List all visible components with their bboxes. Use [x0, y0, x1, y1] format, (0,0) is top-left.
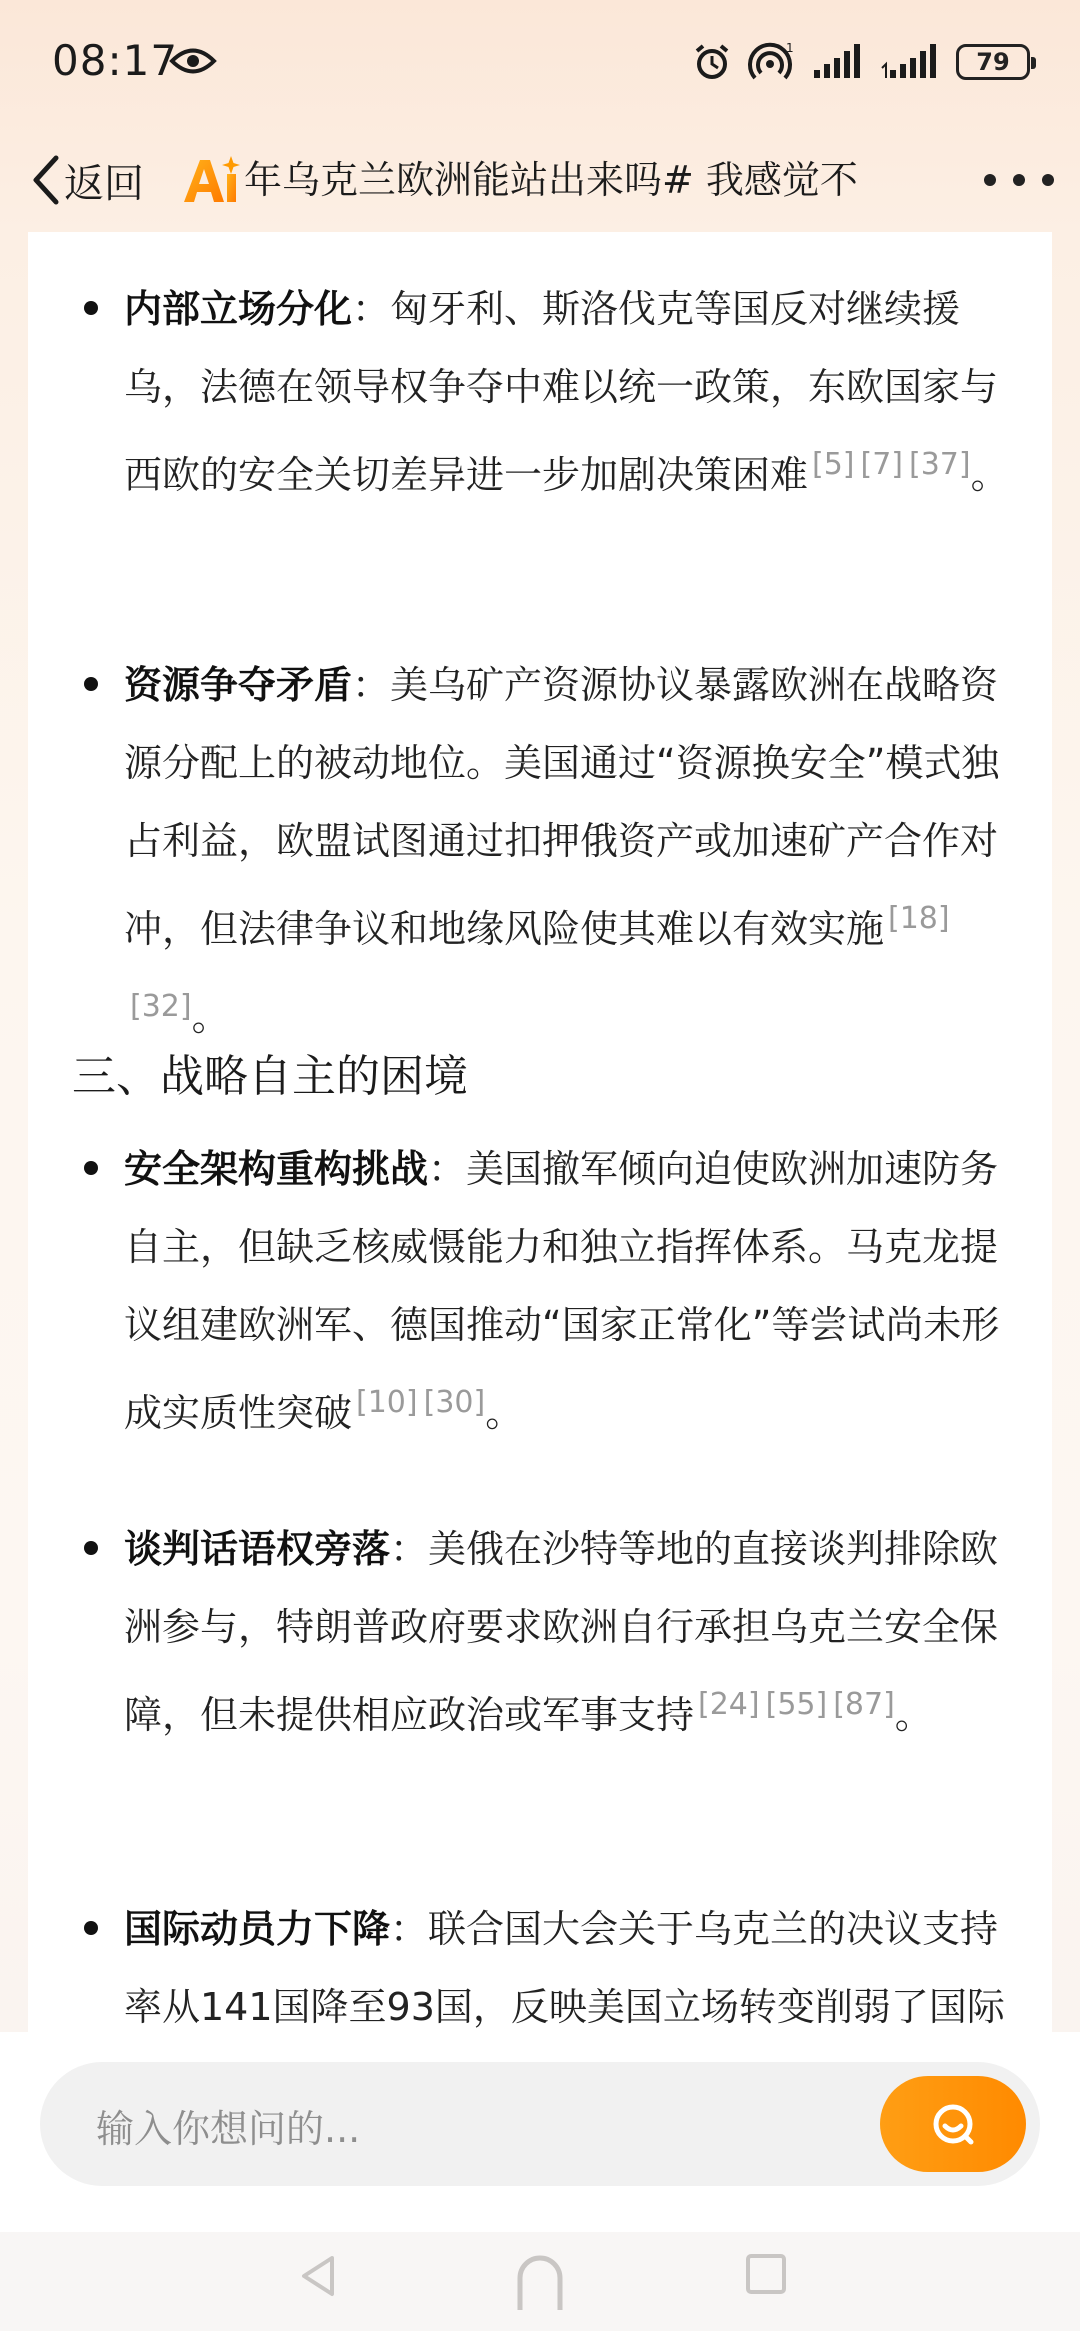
back-button[interactable] [30, 148, 144, 212]
chevron-left-icon [30, 154, 60, 206]
item-body: 美乌矿产资源协议暴露欧洲在战略资源分配上的被动地位。美国通过“资源换安全”模式独占利益，欧盟试图通过扣押俄资产或加速矿产合作对冲，但法律争议和地缘风险使其难以有效实施 [124, 663, 1000, 951]
ask-input-placeholder: 输入你想问的... [96, 2107, 361, 2151]
ai-logo-icon [180, 152, 240, 208]
item-title: 安全架构重构挑战 [124, 1147, 429, 1191]
citation-link[interactable]: [30] [423, 1385, 486, 1420]
status-icons [692, 40, 1030, 84]
search-icon [925, 2096, 981, 2152]
signal-icon [812, 44, 862, 80]
item-title: 谈判话语权旁落 [124, 1527, 391, 1571]
section-title: 三、战略自主的困境 [72, 1051, 468, 1102]
item-title: 国际动员力下降 [124, 1907, 391, 1951]
list-item [84, 1510, 1034, 1754]
system-nav-bar [0, 2232, 1080, 2331]
back-label: 返回 [64, 160, 144, 207]
list-item-text: 谈判话语权旁落：美俄在沙特等地的直接谈判排除欧洲参与，特朗普政府要求欧洲自行承担乌克兰安全保障，但未提供相应政治或军事支持 [24] [55] [87]。 [124, 1527, 999, 1737]
citation-link[interactable]: [32] [130, 989, 192, 1024]
item-body: 美国撤军倾向迫使欧洲加速防务自主，但缺乏核威慑能力和独立指挥体系。马克龙提议组建欧洲军、德国推动“国家正常化”等尝试尚未形成实质性突破 [124, 1147, 1000, 1435]
more-dot-icon [1013, 174, 1025, 186]
bullet-dot-icon [84, 1541, 98, 1555]
citation-group[interactable] [812, 447, 971, 482]
svg-text:1: 1 [786, 41, 794, 55]
bullet-dot-icon [84, 1161, 98, 1175]
citation-link[interactable]: [10] [356, 1385, 418, 1420]
citation-link[interactable]: [7] [860, 447, 904, 482]
more-dot-icon [1042, 174, 1054, 186]
citation-link[interactable]: [18] [888, 901, 950, 936]
item-title: 资源争夺矛盾 [124, 663, 353, 707]
list-item-text: 内部立场分化：匈牙利、斯洛伐克等国反对继续援乌，法德在领导权争夺中难以统一政策，东欧国家与西欧的安全关切差异进一步加剧决策困难 [5] [7] [37]。 [124, 287, 1009, 497]
citation-group[interactable] [698, 1687, 895, 1722]
answer-content[interactable] [28, 232, 1052, 2032]
list-item [84, 646, 1034, 1056]
signal-2-icon [880, 44, 938, 80]
list-item [84, 1130, 1034, 1452]
list-item [84, 270, 1034, 514]
item-body: 美俄在沙特等地的直接谈判排除欧洲参与，特朗普政府要求欧洲自行承担乌克兰安全保障，但未提供相应政治或军事支持 [124, 1527, 999, 1737]
hotspot-icon [750, 42, 794, 82]
citation-link[interactable]: [55] [765, 1687, 828, 1722]
citation-link[interactable]: [5] [812, 447, 855, 482]
eye-icon [170, 46, 216, 76]
bullet-dot-icon [84, 301, 98, 315]
bullet-dot-icon [84, 1921, 98, 1935]
ask-input-area [0, 2032, 1080, 2232]
citation-group[interactable] [356, 1385, 485, 1420]
status-time: 08:17 [52, 36, 179, 85]
header [0, 130, 1080, 230]
page-title: 年乌克兰欧洲能站出来吗# 我感觉不 [244, 158, 858, 202]
bullet-dot-icon [84, 677, 98, 691]
send-button[interactable] [880, 2076, 1026, 2172]
ask-input[interactable] [40, 2062, 1040, 2186]
status-bar [0, 0, 1080, 120]
list-item-text: 资源争夺矛盾：美乌矿产资源协议暴露欧洲在战略资源分配上的被动地位。美国通过“资源换安全”模式独占利益，欧盟试图通过扣押俄资产或加速矿产合作对冲，但法律争议和地缘风险使其难以有效实施 [18][32]。 [124, 663, 1000, 1039]
list-item-text: 国际动员力下降：联合国大会关于乌克兰的决议支持率从141国降至93国，反映美国立场转变削弱了国际 [124, 1890, 1034, 2124]
more-options-button[interactable] [984, 160, 1054, 200]
item-body: 联合国大会关于乌克兰的决议支持率从141国降至93国，反映美国立场转变削弱了国际 [124, 1907, 1005, 2029]
citation-link[interactable]: [87] [833, 1687, 895, 1722]
nav-recent-apps-icon[interactable] [744, 2252, 788, 2296]
item-body: 匈牙利、斯洛伐克等国反对继续援乌，法德在领导权争夺中难以统一政策，东欧国家与西欧的安全关切差异进一步加剧决策困难 [124, 287, 999, 497]
citation-link[interactable]: [24] [698, 1687, 760, 1722]
citation-link[interactable]: [37] [909, 447, 971, 482]
nav-back-icon[interactable] [296, 2252, 340, 2300]
nav-home-icon[interactable] [512, 2252, 568, 2312]
alarm-icon [692, 42, 732, 82]
more-dot-icon [984, 174, 996, 186]
item-title: 内部立场分化 [124, 287, 353, 331]
battery-indicator: 79 [956, 44, 1030, 80]
list-item-text: 安全架构重构挑战：美国撤军倾向迫使欧洲加速防务自主，但缺乏核威慑能力和独立指挥体系。马克龙提议组建欧洲军、德国推动“国家正常化”等尝试尚未形成实质性突破 [10] [30]。 [124, 1147, 1000, 1435]
